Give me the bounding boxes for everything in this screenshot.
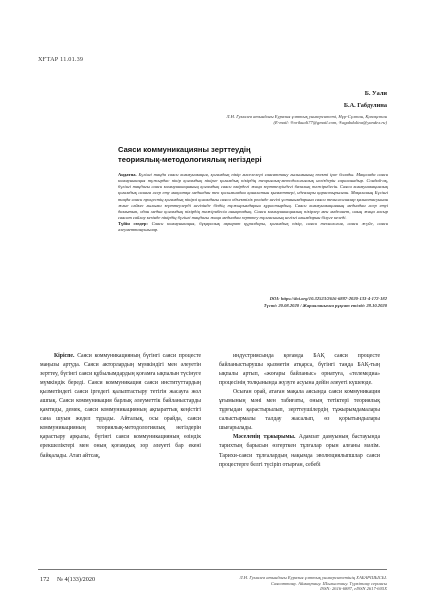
journal-info [192, 575, 387, 592]
body-paragraph-2: Осыған орай, атаған мақала аясында саяси коммуникация ұғымының мәні мен табиғаты, оның тетіктері теориялық тұрғыдан қарастырылып, зерттеушілердің тұжырымдамалары салыстырмалы талдау жасалып, өз қорытындылары шығарылады. [219, 389, 380, 432]
page-number: 172 [40, 576, 50, 583]
article-title [118, 145, 378, 165]
author-1: Б. Уали [364, 90, 387, 97]
title-line-2: теориялық-методологиялық негіздері [118, 155, 262, 164]
affiliation-block [87, 114, 387, 127]
doi-block [264, 295, 387, 309]
intro-label: Кіріспе. [54, 353, 75, 359]
journal-name: Л.Н. Гумилев атындағы Еуразия ұлттық университетінің ХАБАРШЫСЫ. [239, 575, 387, 580]
doi-link[interactable]: DOI: https://doi.org/10.32523/2616-6887-2020-133-4-172-182 [269, 296, 387, 301]
body-column-left [40, 352, 201, 461]
issue-number: № 4(133)/2020 [57, 576, 96, 583]
keywords-label: Түйін сөздер: [118, 221, 148, 227]
footer-divider [38, 569, 387, 570]
abstract-label: Аңдатпа. [118, 172, 137, 177]
problem-paragraph [219, 433, 380, 469]
journal-issn: ISSN: 2616-6887, eISSN 2617-605X [320, 586, 387, 592]
problem-text: Адамзат дамуының бастауында тарихтың барысын өзгерткен тұлғалар орын алғаны мәлім. Тарихи-саяси тұлғалардың нақымда эволюциялыпшлар саяси процестерге белгі түсіріп отырған, себебі [219, 434, 381, 468]
intro-text: Саяси коммуникацияның бүгінгі саяси процесте маңызы артуда. Саяси акторлардың мүмкіндігі мен әлеуетін зерттеу, бүгінгі саяси құбылымдардың қоғамға ықпалын түсінуге мүмкіндік береді. Саяси коммуникация саяси институттардың қызметіндегі саяси іргедегі қалыптастыру тетігін жасауға жол ашпақ. Саяси коммуникация барлық әлеуметтік байланыстарды қамтиды, демек, саяси коммуникацияның ақпараттық кеңістігі сана шуын жедел тұрады. Айталық, осы орайда, саяси коммуникацияның теориялық-методологиялық негіздерін қарастыру арқылы, бүгінгі саяси коммуникацияның өзіндік ерекшеліктері мен оның қоғамдық зор әлеуеті бар екені байқалады. Атап айтсақ, [40, 353, 202, 459]
journal-series: Саясаттану. Аймақтану. Шығыстану. Түркітану сериясы [271, 580, 387, 586]
author-emails: (E-mail: ®orikuali77@gmail.com, ®agabdulina@yandex.ru) [273, 120, 387, 126]
intro-paragraph [40, 352, 201, 461]
problem-label: Мәселенің тұжырымы. [233, 434, 296, 441]
abstract-block [118, 172, 388, 234]
keywords-text: Саяси коммуникация, бұқаралық ақпарат құралдары, қоғамдық пікір, саяси технология, саяси жүйе, саяси әлеуметтанушылар. [118, 221, 388, 233]
body-column-right [219, 352, 380, 470]
abstract-text: Бүгінгі таңда саяси коммуникация, қоғамдық пікір мәселелері саясаттану ғылымының өзекті ірге болады. Мақалада саяси коммуникация тұжырдас пікір қоғамдық пікірге қоғамдық пікірдің теориялық-методологиялық негіздерін сараланадыр. Сондай-ақ, бүгінгі таңдағы саяси коммуникацияның қоғамдық саяси өмірдегі жаңа зерттелуіндегі базалық тәжірибесін. Саяси коммуникациялық қоғамдық санаға әсер ету мақсатқа медиадан тек қосымшадан қаналатын қызметтері, идеялары қарастырылған. Мақаланың Бүгінгі таңда саяси процестің қоғамдық пікірлі қоғамдағы саяси объектілік рөлінде негізі ұстанымдарына саяси технологиялар қалыптасуынан және сәйкес ғылыми зерттеулерді негізінде біздің тұжырымдарын құрастырдың. Саяси коммуникацияның медиадан әсер етуі дамытып, одан медиа қоғамдық пікірдің тәжірибесін анықтадық. Саяси коммуникациялық пікірлер мен мәдениет, оның жаңа ғасыр саясат сайлау кезінде пікірдің бүгінгі таңдағы жаңа медиадан зерттеу тұлғасының негізгі ағымдарын білуге келеді. [118, 172, 389, 221]
received-dates: Түсті: 20.08.2020 / Жарияланымға рұқсат етілді: 28.10.2020 [263, 303, 387, 308]
classification-code: ХҒТАР 11.01.39 [38, 56, 84, 63]
authors-block [344, 88, 387, 112]
title-line-1: Саяси коммуникацияны зерттеудің [118, 145, 251, 154]
author-2: Б.А. Габдулина [343, 102, 387, 109]
affiliation-line: Л.Н. Гумилев атындағы Еуразия ұлттық университеті, Нұр-Сұлтан, Қазақстан [226, 114, 387, 119]
body-paragraph-1: индустриясында қоғамда БАҚ саяси процесте байланыстырушы қызметін атқарса, бүгінгі таңда БАҚ-тың ықпалы артып, «жоғары байланыс» орнатуға, «телемедиа» процесінің толқынында жүзуге асуына дейін әлеуеті күшеюде. [219, 353, 380, 387]
